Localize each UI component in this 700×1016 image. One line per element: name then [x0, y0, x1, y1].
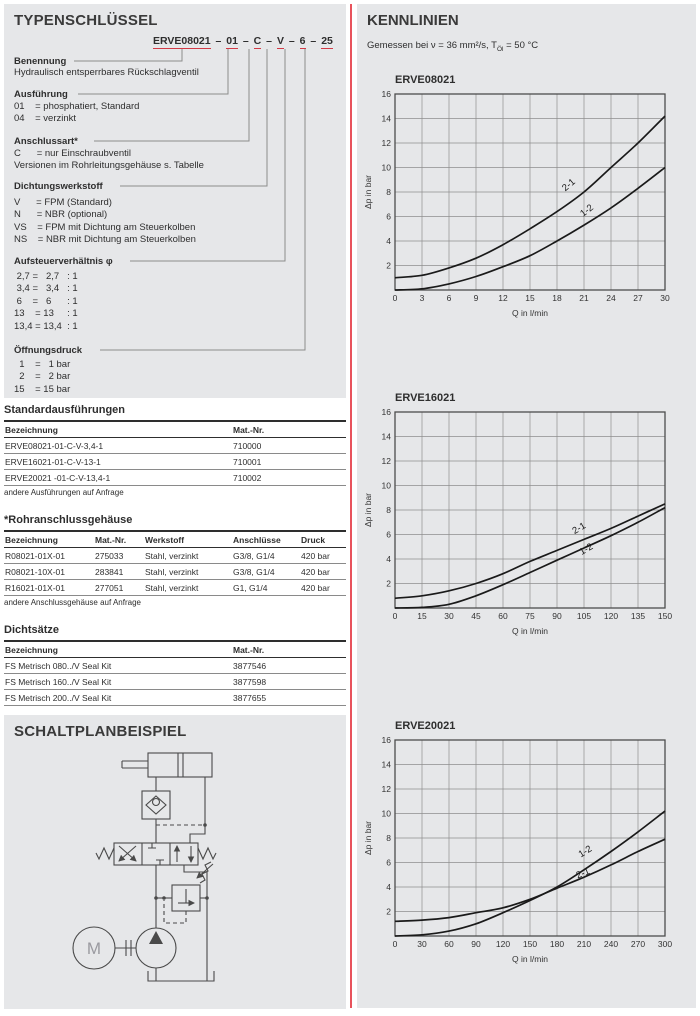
schaltplan-title: SCHALTPLANBEISPIEL: [14, 723, 187, 740]
svg-text:16: 16: [381, 407, 391, 417]
svg-text:60: 60: [498, 611, 508, 621]
code-separator: –: [285, 35, 298, 47]
code-part: 6: [299, 35, 306, 47]
code-part: 25: [321, 35, 333, 47]
column-header: Werkstoff: [144, 531, 232, 548]
x-axis-label: Q in l/min: [512, 308, 548, 318]
table-cell: 3877655: [232, 690, 346, 706]
svg-text:8: 8: [386, 833, 391, 843]
group-line: 04 = verzinkt: [14, 113, 77, 125]
svg-text:2: 2: [386, 578, 391, 589]
code-part: V: [276, 35, 284, 47]
svg-text:27: 27: [633, 293, 643, 303]
svg-text:14: 14: [381, 759, 391, 770]
table-row: [4, 454, 346, 470]
type-code-line: [153, 35, 333, 47]
chart-title: ERVE20021: [395, 720, 456, 732]
svg-text:12: 12: [381, 784, 391, 794]
svg-text:6: 6: [386, 211, 391, 222]
svg-text:12: 12: [381, 138, 391, 148]
svg-text:14: 14: [381, 431, 391, 442]
svg-text:45: 45: [471, 611, 481, 621]
svg-text:15: 15: [417, 611, 427, 621]
curve-label: 2-1: [560, 176, 578, 194]
svg-text:30: 30: [417, 939, 427, 949]
chart-block: [361, 74, 691, 333]
svg-text:270: 270: [630, 939, 646, 949]
svg-text:150: 150: [522, 939, 538, 949]
table-cell: G3/8, G1/4: [232, 564, 300, 580]
table-row: [4, 548, 346, 564]
group-line: 1 = 1 bar: [14, 359, 71, 370]
table-cell: 710002: [232, 470, 346, 486]
group-line: N = NBR (optional): [14, 209, 108, 221]
table-cell: 283841: [94, 564, 144, 580]
svg-text:16: 16: [381, 89, 391, 99]
svg-text:300: 300: [657, 939, 673, 949]
conditions-suffix: = 50 °C: [503, 40, 539, 51]
svg-text:15: 15: [525, 293, 535, 303]
table-cell: Stahl, verzinkt: [144, 548, 232, 564]
group-line: 3,4 = 3,4 : 1: [14, 283, 78, 295]
group-line: Versionen im Rohrleitungsgehäuse s. Tabelle: [14, 160, 204, 172]
svg-text:2: 2: [386, 906, 391, 917]
table-row: [4, 674, 346, 690]
group-lines: [14, 148, 204, 173]
column-header: Druck: [300, 531, 346, 548]
tank-symbol: [148, 971, 214, 981]
svg-text:9: 9: [473, 293, 479, 303]
y-axis-label: Δp in bar: [363, 174, 373, 210]
curve-label: 2-1: [570, 520, 588, 537]
svg-text:6: 6: [386, 529, 391, 540]
svg-text:0: 0: [392, 293, 398, 303]
column-header: Anschlüsse: [232, 531, 300, 548]
group-line: 13,4 = 13,4 : 1: [14, 320, 78, 332]
table-row: [4, 690, 346, 706]
group-line: 2,7 = 2,7 : 1: [14, 271, 78, 282]
group-label: Dichtungswerkstoff: [14, 181, 106, 192]
svg-text:210: 210: [576, 939, 592, 949]
column-header: Bezeichnung: [4, 641, 232, 658]
svg-text:2: 2: [386, 260, 391, 271]
table-cell: 420 bar: [300, 564, 346, 580]
table-cell: 710001: [232, 454, 346, 470]
svg-text:6: 6: [386, 857, 391, 868]
table-cell: ERVE20021 -01-C-V-13,4-1: [4, 470, 232, 486]
curve-label: 1-2: [578, 202, 596, 220]
conditions-subscript: Öl: [496, 45, 504, 53]
table-footnote: andere Ausführungen auf Anfrage: [4, 488, 124, 497]
curve-label: 1-2: [577, 541, 596, 558]
chart-title: ERVE08021: [395, 74, 456, 86]
svg-text:10: 10: [381, 162, 391, 173]
group-label: Ausführung: [14, 89, 71, 100]
motor-label: M: [86, 939, 102, 958]
svg-text:3: 3: [419, 293, 425, 303]
right-column: [357, 4, 696, 1008]
svg-text:16: 16: [381, 735, 391, 745]
data-table: [4, 420, 346, 486]
table-cell: Stahl, verzinkt: [144, 564, 232, 580]
table-row: [4, 470, 346, 486]
table-cell: ERVE08021-01-C-V-3,4-1: [4, 438, 232, 454]
group-lines: [14, 271, 78, 333]
group-label: Anschlussart*: [14, 136, 81, 147]
table-cell: FS Metrisch 160../V Seal Kit: [4, 674, 232, 690]
column-header: Bezeichnung: [4, 531, 94, 548]
chart-block: [361, 392, 691, 651]
column-header: Bezeichnung: [4, 421, 232, 438]
table-row: [4, 438, 346, 454]
line-chart-ERVE16021: [361, 406, 681, 646]
table-cell: 420 bar: [300, 580, 346, 596]
group-line: VS = FPM mit Dichtung am Steuerkolben: [14, 221, 196, 233]
group-lines: [14, 359, 70, 396]
group-line: C = nur Einschraubventil: [14, 148, 131, 159]
code-separator: –: [263, 35, 275, 47]
svg-text:4: 4: [386, 554, 391, 564]
svg-text:30: 30: [660, 293, 670, 303]
line-chart-ERVE08021: [361, 88, 681, 328]
code-separator: –: [212, 35, 225, 47]
table-cell: G3/8, G1/4: [232, 548, 300, 564]
chart-title: ERVE16021: [395, 392, 456, 404]
svg-text:10: 10: [381, 480, 391, 491]
table-row: [4, 658, 346, 674]
curve-label: 1-2: [576, 843, 595, 861]
hydraulic-schematic: [4, 715, 346, 1009]
group-lines: [14, 67, 199, 79]
group-line: 15 = 15 bar: [14, 383, 71, 395]
column-header: Mat.-Nr.: [232, 641, 346, 658]
svg-text:14: 14: [381, 113, 391, 124]
tables-section: [4, 404, 346, 723]
group-label: Benennung: [14, 56, 69, 67]
column-header: Mat.-Nr.: [232, 421, 346, 438]
svg-text:21: 21: [579, 293, 589, 303]
table-cell: 420 bar: [300, 548, 346, 564]
svg-text:90: 90: [552, 611, 562, 621]
svg-text:0: 0: [392, 939, 398, 949]
table-cell: 3877546: [232, 658, 346, 674]
svg-text:12: 12: [498, 293, 508, 303]
table-row: [4, 580, 346, 596]
cylinder-symbol: [122, 753, 212, 777]
code-part: C: [253, 35, 262, 47]
table-cell: FS Metrisch 080../V Seal Kit: [4, 658, 232, 674]
table-cell: FS Metrisch 200../V Seal Kit: [4, 690, 232, 706]
type-key-title: TYPENSCHLÜSSEL: [14, 12, 158, 29]
column-divider: [350, 4, 352, 1008]
type-key-panel: [4, 4, 346, 398]
svg-text:8: 8: [386, 187, 391, 197]
x-axis-label: Q in l/min: [512, 626, 548, 636]
table-section: [4, 624, 346, 706]
svg-text:6: 6: [446, 293, 452, 303]
left-column: [4, 4, 346, 1009]
measurement-conditions: [367, 40, 538, 53]
x-axis-label: Q in l/min: [512, 954, 548, 964]
svg-text:240: 240: [603, 939, 619, 949]
svg-text:120: 120: [495, 939, 511, 949]
svg-text:8: 8: [386, 505, 391, 515]
table-cell: 277051: [94, 580, 144, 596]
y-axis-label: Δp in bar: [363, 820, 373, 856]
group-line: V = FPM (Standard): [14, 197, 112, 208]
table-section: [4, 404, 346, 497]
group-lines: [14, 101, 139, 126]
table-section: [4, 514, 346, 607]
group-line: 01 = phosphatiert, Standard: [14, 101, 140, 112]
curve-label: 2-1: [574, 865, 592, 882]
kennlinien-title: KENNLINIEN: [367, 12, 459, 29]
svg-text:30: 30: [444, 611, 454, 621]
table-cell: R08021-10X-01: [4, 564, 94, 580]
svg-text:150: 150: [657, 611, 673, 621]
svg-text:12: 12: [381, 456, 391, 466]
group-label: Aufsteuerverhältnis φ: [14, 256, 116, 267]
group-line: 13 = 13 : 1: [14, 308, 78, 320]
table-cell: R16021-01X-01: [4, 580, 94, 596]
table-title: Dichtsätze: [4, 624, 60, 636]
column-header: Mat.-Nr.: [94, 531, 144, 548]
group-label: Öffnungsdruck: [14, 345, 85, 356]
svg-text:60: 60: [444, 939, 454, 949]
table-title: *Rohranschlussgehäuse: [4, 514, 133, 526]
code-separator: –: [307, 35, 320, 47]
schaltplan-panel: [4, 715, 346, 1009]
y-axis-label: Δp in bar: [363, 492, 373, 528]
chart-block: [361, 720, 691, 979]
directional-valve-symbol: [96, 843, 216, 865]
data-table: [4, 640, 346, 706]
table-cell: 275033: [94, 548, 144, 564]
svg-text:180: 180: [549, 939, 565, 949]
svg-text:18: 18: [552, 293, 562, 303]
data-table: [4, 530, 346, 596]
table-cell: Stahl, verzinkt: [144, 580, 232, 596]
line-chart-ERVE20021: [361, 734, 681, 974]
table-cell: ERVE16021-01-C-V-13-1: [4, 454, 232, 470]
table-title: Standardausführungen: [4, 404, 126, 416]
svg-text:0: 0: [392, 611, 398, 621]
conditions-prefix: Gemessen bei ν = 36 mm²/s, T: [367, 40, 497, 51]
code-separator: –: [239, 35, 252, 47]
table-row: [4, 564, 346, 580]
svg-text:4: 4: [386, 236, 391, 246]
svg-text:24: 24: [606, 293, 616, 303]
table-footnote: andere Anschlussgehäuse auf Anfrage: [4, 598, 141, 607]
svg-text:90: 90: [471, 939, 481, 949]
group-line: 2 = 2 bar: [14, 371, 71, 383]
svg-text:135: 135: [630, 611, 646, 621]
svg-text:4: 4: [386, 882, 391, 892]
check-valve-symbol: [142, 791, 170, 819]
code-part: 01: [226, 35, 238, 47]
group-line: Hydraulisch entsperrbares Rückschlagventil: [14, 67, 199, 78]
svg-text:105: 105: [576, 611, 592, 621]
svg-text:10: 10: [381, 808, 391, 819]
group-line: NS = NBR mit Dichtung am Steuerkolben: [14, 234, 196, 246]
table-cell: R08021-01X-01: [4, 548, 94, 564]
table-cell: 710000: [232, 438, 346, 454]
svg-text:75: 75: [525, 611, 535, 621]
group-lines: [14, 197, 196, 247]
table-cell: 3877598: [232, 674, 346, 690]
pump-symbol: [136, 928, 176, 968]
code-part: ERVE08021: [153, 35, 211, 47]
table-cell: G1, G1/4: [232, 580, 300, 596]
svg-text:120: 120: [603, 611, 619, 621]
group-line: 6 = 6 : 1: [14, 295, 78, 307]
